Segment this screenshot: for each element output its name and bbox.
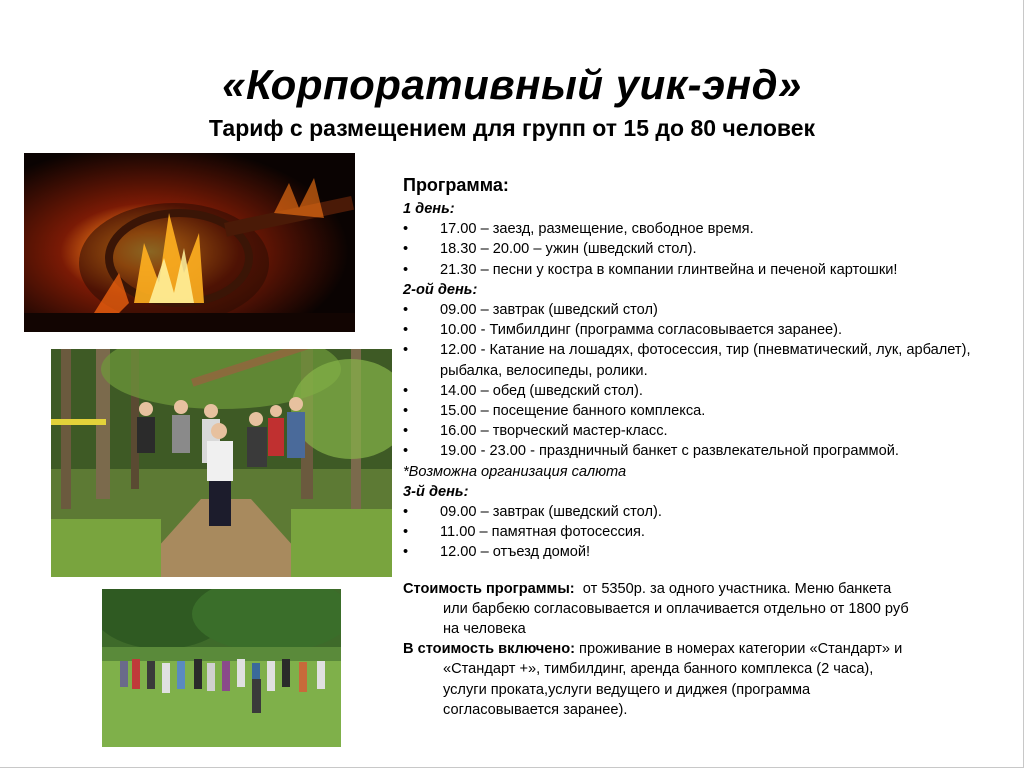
included-paragraph bbox=[403, 639, 1003, 659]
included-line-1: проживание в номерах категории «Стандарт» и bbox=[579, 641, 903, 658]
list-item: • 12.00 - Катание на лошадях, фотосессия, тир (пневматический, лук, арбалет), рыбалка, велосипеды, ролики. bbox=[403, 342, 971, 379]
list-item: • 15.00 – посещение банного комплекса. bbox=[403, 401, 1003, 421]
list-item: • 19.00 - 23.00 - праздничный банкет с развлекательной программой. bbox=[403, 441, 1003, 461]
included-line-2: «Стандарт +», тимбилдинг, аренда банного комплекса (2 часа), bbox=[443, 661, 874, 678]
bullet-icon: • bbox=[403, 443, 409, 460]
included-line-3: услуги проката,услуги ведущего и диджея (программа bbox=[443, 681, 811, 698]
program-content bbox=[403, 172, 1003, 720]
cost-paragraph bbox=[403, 579, 1003, 599]
list-item: • 17.00 – заезд, размещение, свободное время. bbox=[403, 219, 1003, 239]
meadow-group-photo bbox=[102, 589, 341, 747]
day-2-list bbox=[403, 300, 1003, 462]
bullet-icon: • bbox=[403, 504, 409, 521]
cost-line-2: или барбекю согласовывается и оплачивается отдельно от 1800 руб bbox=[443, 600, 909, 617]
bullet-icon: • bbox=[403, 524, 409, 541]
day-3-label: 3-й день: bbox=[403, 483, 469, 500]
included-label: В стоимость включено: bbox=[403, 641, 575, 658]
bullet-icon: • bbox=[403, 241, 409, 258]
page-title: «Корпоративный уик-энд» bbox=[222, 61, 802, 108]
list-item: • 21.30 – песни у костра в компании глинтвейна и печеной картошки! bbox=[403, 260, 1003, 280]
list-item: • 11.00 – памятная фотосессия. bbox=[403, 522, 1003, 542]
cost-label: Стоимость программы: bbox=[403, 580, 575, 597]
included-line-4: согласовывается заранее). bbox=[443, 701, 628, 718]
day-2-label: 2-ой день: bbox=[403, 281, 478, 298]
page-subtitle: Тариф с размещением для групп от 15 до 80 человек bbox=[208, 115, 816, 141]
list-item: • 09.00 – завтрак (шведский стол) bbox=[403, 300, 1003, 320]
list-item: • 09.00 – завтрак (шведский стол). bbox=[403, 502, 1003, 522]
day-1-list bbox=[403, 219, 1003, 280]
cost-line-3: на человека bbox=[443, 621, 526, 638]
bullet-icon: • bbox=[403, 382, 409, 399]
bullet-icon: • bbox=[403, 403, 409, 420]
forest-teambuilding-photo bbox=[51, 349, 392, 577]
list-item: • 12.00 – отъезд домой! bbox=[403, 542, 1003, 562]
day-3-list bbox=[403, 502, 1003, 563]
bullet-icon: • bbox=[403, 261, 409, 278]
list-item: • 16.00 – творческий мастер-класс. bbox=[403, 421, 1003, 441]
bullet-icon: • bbox=[403, 302, 409, 319]
bullet-icon: • bbox=[403, 544, 409, 561]
campfire-guitar-photo bbox=[24, 153, 355, 332]
fireworks-note: *Возможна организация салюта bbox=[403, 463, 627, 480]
bullet-icon: • bbox=[403, 221, 409, 238]
list-item: • 18.30 – 20.00 – ужин (шведский стол). bbox=[403, 239, 1003, 259]
list-item: • 10.00 - Тимбилдинг (программа согласовывается заранее). bbox=[403, 320, 1003, 340]
bullet-icon: • bbox=[403, 423, 409, 440]
program-heading: Программа: bbox=[403, 175, 509, 195]
cost-line-1: от 5350р. за одного участника. Меню банкета bbox=[582, 580, 892, 597]
bullet-icon: • bbox=[403, 342, 409, 359]
day-1-label: 1 день: bbox=[403, 201, 455, 217]
list-item: • 14.00 – обед (шведский стол). bbox=[403, 381, 1003, 401]
bullet-icon: • bbox=[403, 322, 409, 339]
